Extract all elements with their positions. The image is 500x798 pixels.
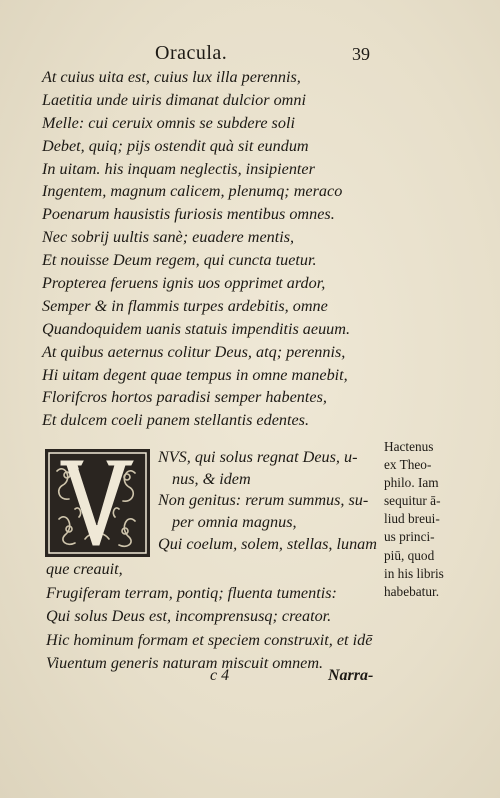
verse-line: NVS, qui solus regnat Deus, u- [158,448,358,466]
verse-line: Viuentum generis naturam miscuit omnem. [46,654,324,672]
page-number: 39 [352,44,370,64]
running-title: Oracula. [155,42,228,64]
verse-line: At cuius uita est, cuius lux illa perennis, [42,68,301,86]
continuation-lines [46,558,372,676]
verse-line: per omnia magnus, [172,513,297,532]
verse-line: Qui solus Deus est, incomprensusq; creator. [46,607,332,625]
marginal-note-line: liud breui- [384,511,440,527]
verse-line: Laetitia unde uiris dimanat dulcior omni [42,90,306,109]
verse-line: Hic hominum formam et speciem construxit, et idē [46,630,373,649]
verse-line: Semper & in flammis turpes ardebitis, omne [42,296,328,315]
initial-tail-lines [158,447,377,555]
woodcut-initial-v-icon [45,449,150,557]
verse-line: Poenarum hausistis furiosis mentibus omnes. [42,205,335,224]
verse-line: Et nouisse Deum regem, qui cuncta tuetur. [42,251,317,270]
verse-line: Qui coelum, solem, stellas, lunam [158,534,377,553]
verse-line: nus, & idem [172,469,251,488]
verse-line: Quandoquidem uanis statuis impenditis aeuum. [42,319,351,338]
marginal-note-line: in his libris [384,565,444,581]
page-footer [0,667,500,691]
verse-line: Ingentem, magnum calicem, plenumq; meraco [42,182,343,201]
verse-line: Non genitus: rerum summus, su- [158,491,369,510]
verse-line: Debet, quiq; pijs ostendit quà sit eundum [42,136,309,155]
marginal-note [384,438,444,601]
signature-mark: c 4 [210,667,230,684]
verse-line: Hi uitam degent quae tempus in omne manebit, [42,365,348,384]
marginal-note-line: philo. Iam [384,475,439,491]
verse-line: Propterea feruens ignis uos opprimet ardor, [42,274,326,293]
catchword: Narra- [328,667,374,684]
verse-line: que creauit, [46,560,123,578]
verse-line: Nec sobrij uultis sanè; euadere mentis, [42,228,295,247]
verse-line: In uitam. his inquam neglectis, insipienter [42,159,315,178]
marginal-note-line: piū, quod [384,547,435,563]
verse-line: Melle: cui ceruix omnis se subdere soli [42,113,295,132]
verse-line: Et dulcem coeli panem stellantis edentes. [42,411,310,430]
marginal-note-line: sequitur ā- [384,493,441,509]
verse-line: At quibus aeternus colitur Deus, atq; perennis, [42,342,346,361]
verse-line: Frugiferam terram, pontiq; fluenta tumentis: [46,583,337,602]
decorated-initial [45,449,150,557]
marginal-note-line: us princi- [384,529,435,545]
verse-block [42,66,350,432]
verse-line: Florifcros hortos paradisi semper habentes, [42,388,327,407]
marginal-note-line: ex Theo- [384,457,432,473]
marginal-note-line: habebatur. [384,583,440,599]
marginal-note-line: Hactenus [384,439,434,454]
